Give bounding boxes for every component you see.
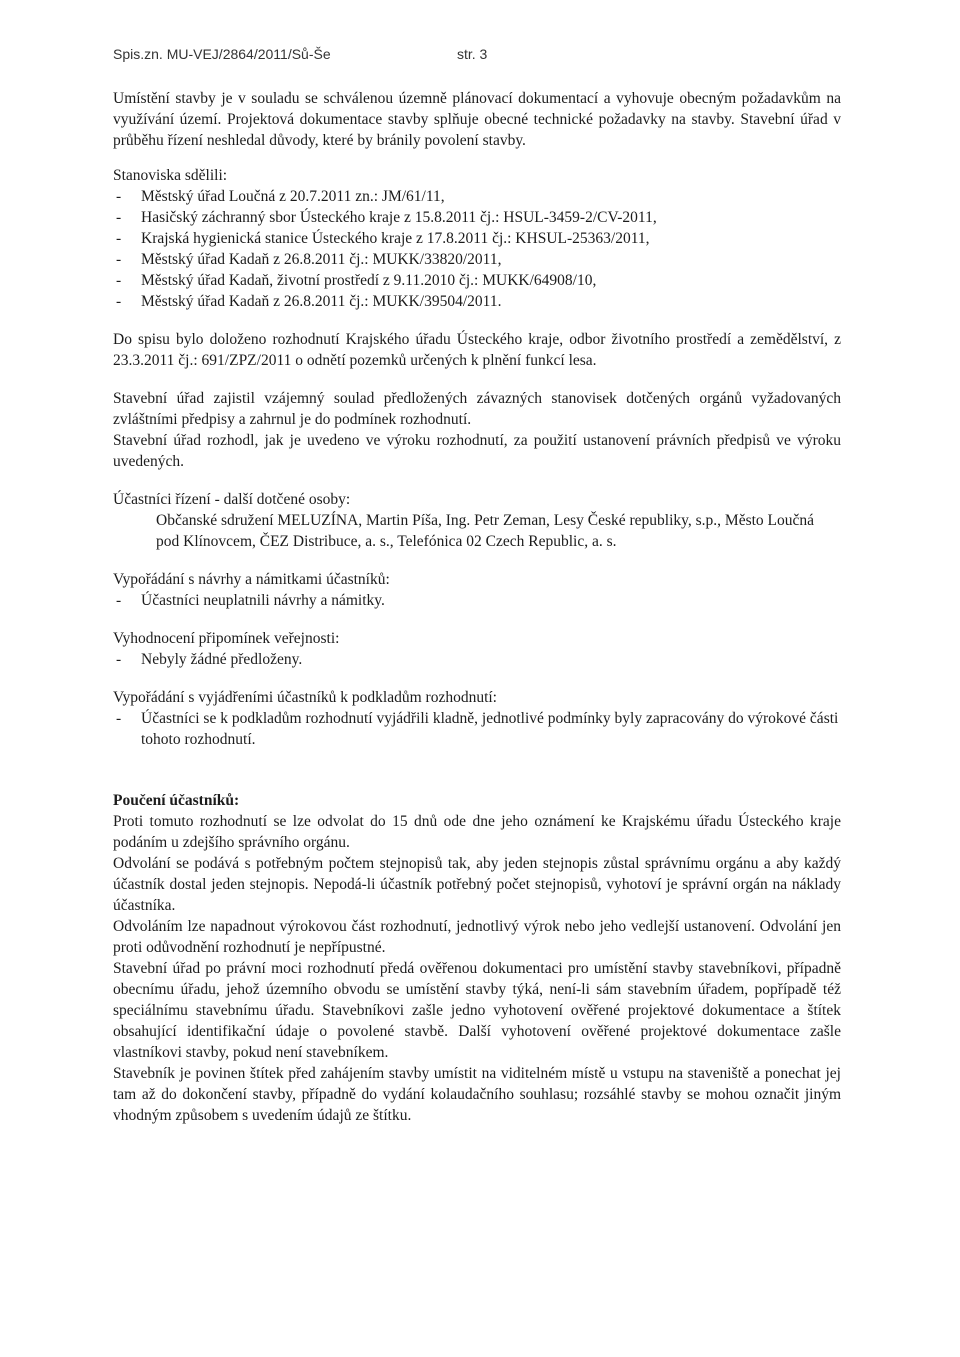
notice-paragraph: Odvoláním lze napadnout výrokovou část rozhodnutí, jednotlivý výrok nebo jeho vedlejší ustanovení. Odvolání jen proti odůvodnění rozhodnutí je nepřípustné. xyxy=(113,918,841,956)
file-reference: Spis.zn. MU-VEJ/2864/2011/Sů-Še xyxy=(113,46,331,62)
notice-section xyxy=(113,790,841,1126)
office-paragraph: Stavební úřad rozhodl, jak je uvedeno ve výroku rozhodnutí, za použití ustanovení právních předpisů ve výroku uvedených. xyxy=(113,432,841,470)
list-item: - Krajská hygienická stanice Ústeckého kraje z 17.8.2011 čj.: KHSUL-25363/2011, xyxy=(113,228,841,249)
notice-paragraph: Proti tomuto rozhodnutí se lze odvolat do 15 dnů ode dne jeho oznámení ke Krajskému úřadu Ústeckého kraje podáním u zdejšího správního orgánu. xyxy=(113,813,841,851)
list-item: - Účastníci neuplatnili návrhy a námitky. xyxy=(113,590,841,611)
notice-heading: Poučení účastníků: xyxy=(113,792,240,809)
office-paragraph: Stavební úřad zajistil vzájemný soulad předložených závazných stanovisek dotčených orgánů vyžadovaných zvláštními předpisy a zahrnul je do podmínek rozhodnutí. xyxy=(113,390,841,428)
intro-paragraph: Umístění stavby je v souladu se schválenou územně plánovací dokumentací a vyhovuje obecným požadavkům na využívání území. Projektová dokumentace stavby splňuje obecné technické požadavky na stavby. Stavební úřad v průběhu řízení neshledal důvody, které by bránily povolení stavby. xyxy=(113,90,841,149)
notice-paragraph: Stavebník je povinen štítek před zahájením stavby umístit na viditelném místě u vstupu na staveniště a ponechat jej tam až do dokončení stavby, případně do vydání kolaudačního souhlasu; rozsáhlé stavby se mohou označit jiným vhodným způsobem s uvedením údajů ze štítku. xyxy=(113,1065,841,1124)
list-item: - Městský úřad Kadaň z 26.8.2011 čj.: MUKK/33820/2011, xyxy=(113,249,841,270)
statements-list xyxy=(113,186,841,312)
proposals-heading: Vypořádání s návrhy a námitkami účastníků: xyxy=(113,571,390,588)
list-item: - Městský úřad Loučná z 20.7.2011 zn.: JM/61/11, xyxy=(113,186,841,207)
notice-paragraph: Odvolání se podává s potřebným počtem stejnopisů tak, aby jeden stejnopis zůstal správnímu orgánu a aby každý účastník dostal jeden stejnopis. Nepodá-li účastník potřebný počet stejnopisů, vyhotoví je správní orgán na náklady účastníka. xyxy=(113,855,841,914)
participants-heading: Účastníci řízení - další dotčené osoby: xyxy=(113,491,351,508)
list-item: - Nebyly žádné předloženy. xyxy=(113,649,841,670)
participants-section xyxy=(113,489,841,552)
statements-section xyxy=(113,165,841,312)
public-comments-section xyxy=(113,628,841,670)
proposals-section xyxy=(113,569,841,611)
public-comments-heading: Vyhodnocení připomínek veřejnosti: xyxy=(113,630,340,647)
page-number: str. 3 xyxy=(457,46,488,62)
opinions-section xyxy=(113,687,841,750)
notice-paragraph: Stavební úřad po právní moci rozhodnutí předá ověřenou dokumentaci pro umístění stavby stavebníkovi, případně obecnímu úřadu, jehož územního obvodu se umístění stavby týká, není-li sám stavebním úřadem, popřípadě též speciálnímu stavebnímu úřadu. Stavebníkovi zašle jedno vyhotovení ověřené projektové dokumentace a štítek obsahující identifikační údaje o povolené stavbě. Další vyhotovení ověřené projektové dokumentace zašle vlastníkovi stavby, pokud není stavebníkem. xyxy=(113,960,841,1061)
participants-list: Občanské sdružení MELUZÍNA, Martin Píša, Ing. Petr Zeman, Lesy České republiky, s.p., Město Loučná pod Klínovcem, ČEZ Distribuce, a. s., Telefónica 02 Czech Republic, a. s. xyxy=(156,512,815,550)
document-body xyxy=(113,88,841,1126)
list-item: - Městský úřad Kadaň, životní prostředí z 9.11.2010 čj.: MUKK/64908/10, xyxy=(113,270,841,291)
list-item: - Městský úřad Kadaň z 26.8.2011 čj.: MUKK/39504/2011. xyxy=(113,291,841,312)
list-item: - Hasičský záchranný sbor Ústeckého kraje z 15.8.2011 čj.: HSUL-3459-2/CV-2011, xyxy=(113,207,841,228)
statements-heading: Stanoviska sdělili: xyxy=(113,167,228,184)
decision-paragraph: Do spisu bylo doloženo rozhodnutí Krajského úřadu Ústeckého kraje, odbor životního prostředí a zemědělství, z 23.3.2011 čj.: 691/ZPZ/2011 o odnětí pozemků určených k plnění funkcí lesa. xyxy=(113,331,841,369)
opinions-heading: Vypořádání s vyjádřeními účastníků k podkladům rozhodnutí: xyxy=(113,689,497,706)
list-item: - Účastníci se k podkladům rozhodnutí vyjádřili kladně, jednotlivé podmínky byly zapracovány do výrokové části tohoto rozhodnutí. xyxy=(113,708,841,750)
